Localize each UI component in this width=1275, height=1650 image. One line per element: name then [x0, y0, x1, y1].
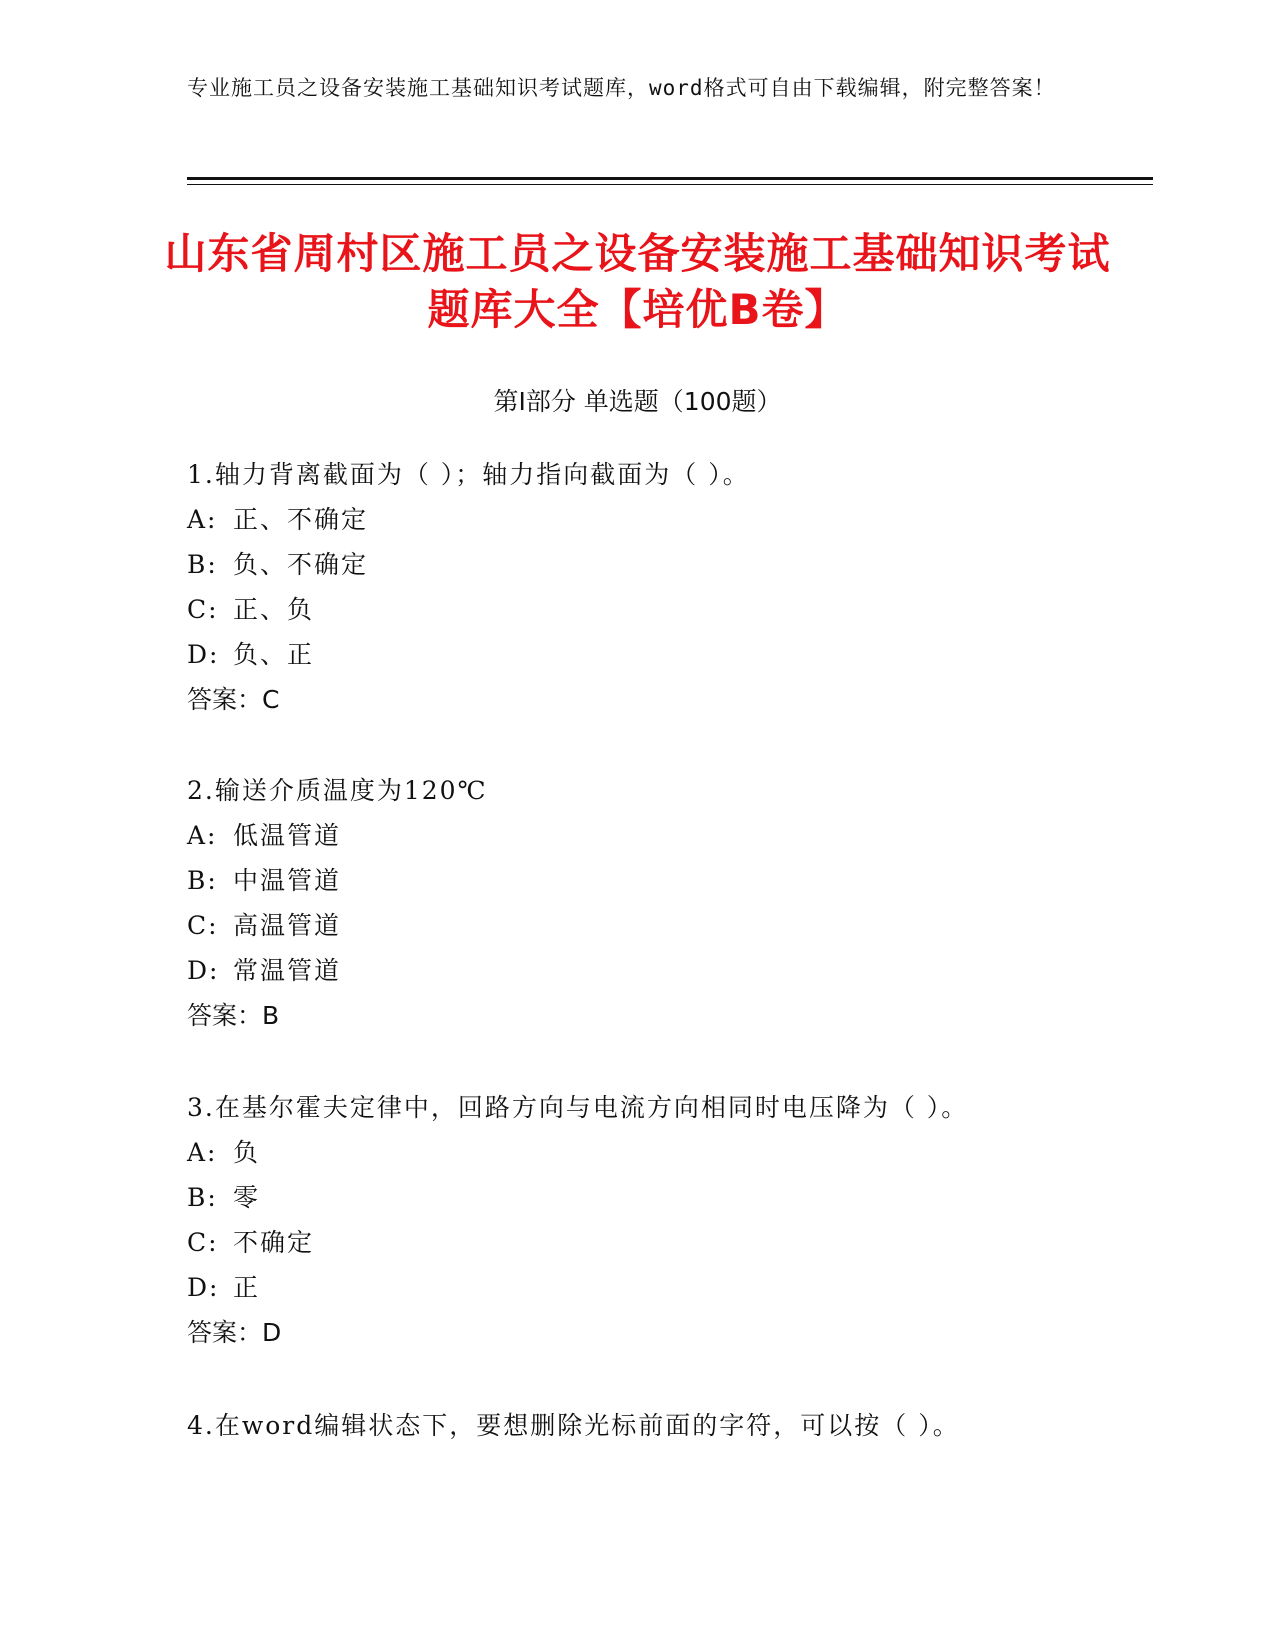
option-text: 正、不确定 — [233, 505, 369, 534]
option-text: 负、不确定 — [233, 550, 369, 579]
option-text: 常温管道 — [233, 956, 342, 985]
document-title: 山东省周村区施工员之设备安装施工基础知识考试题库大全【培优B卷】 — [164, 229, 1111, 334]
answer-line: 答案：C — [187, 685, 280, 714]
option-text: 零 — [233, 1183, 261, 1212]
option-b — [187, 542, 1127, 587]
option-a — [187, 813, 1127, 858]
header-divider-thick — [187, 177, 1153, 180]
question-stem: 2.输送介质温度为120℃ — [187, 776, 488, 805]
option-text: 负 — [233, 1138, 261, 1167]
option-text: 中温管道 — [233, 866, 342, 895]
option-d — [187, 632, 1127, 677]
option-text: 高温管道 — [233, 911, 342, 940]
option-text: 不确定 — [233, 1228, 315, 1257]
option-letter: C: — [187, 1228, 219, 1257]
option-a — [187, 1130, 1127, 1175]
option-a — [187, 497, 1127, 542]
option-b — [187, 858, 1127, 903]
option-letter: A: — [187, 821, 218, 850]
header-divider-thin — [187, 184, 1153, 185]
option-letter: C: — [187, 595, 219, 624]
option-c — [187, 903, 1127, 948]
question-stem: 3.在基尔霍夫定律中，回路方向与电流方向相同时电压降为（ ）。 — [187, 1093, 969, 1122]
header-note: 专业施工员之设备安装施工基础知识考试题库，word格式可自由下载编辑，附完整答案！ — [187, 76, 1056, 100]
option-letter: D: — [187, 640, 220, 669]
option-text: 负、正 — [233, 640, 315, 669]
option-d — [187, 948, 1127, 993]
option-d — [187, 1265, 1127, 1310]
option-text: 低温管道 — [233, 821, 342, 850]
option-b — [187, 1175, 1127, 1220]
question-3 — [187, 1085, 1127, 1355]
option-text: 正 — [233, 1273, 261, 1302]
option-letter: B: — [187, 1183, 218, 1212]
option-letter: D: — [187, 956, 220, 985]
option-letter: A: — [187, 1138, 218, 1167]
option-letter: D: — [187, 1273, 220, 1302]
option-letter: A: — [187, 505, 218, 534]
option-c — [187, 587, 1127, 632]
question-4 — [187, 1403, 1127, 1448]
question-stem: 1.轴力背离截面为（ ）；轴力指向截面为（ ）。 — [187, 460, 750, 489]
answer-line: 答案：D — [187, 1318, 282, 1347]
question-1 — [187, 452, 1127, 722]
option-letter: B: — [187, 550, 218, 579]
option-letter: B: — [187, 866, 218, 895]
question-2 — [187, 768, 1127, 1038]
option-text: 正、负 — [233, 595, 315, 624]
option-c — [187, 1220, 1127, 1265]
option-letter: C: — [187, 911, 219, 940]
question-stem: 4.在word编辑状态下，要想删除光标前面的字符，可以按（ ）。 — [187, 1411, 960, 1440]
section-heading: 第Ⅰ部分 单选题（100题） — [493, 387, 782, 416]
answer-line: 答案：B — [187, 1001, 280, 1030]
